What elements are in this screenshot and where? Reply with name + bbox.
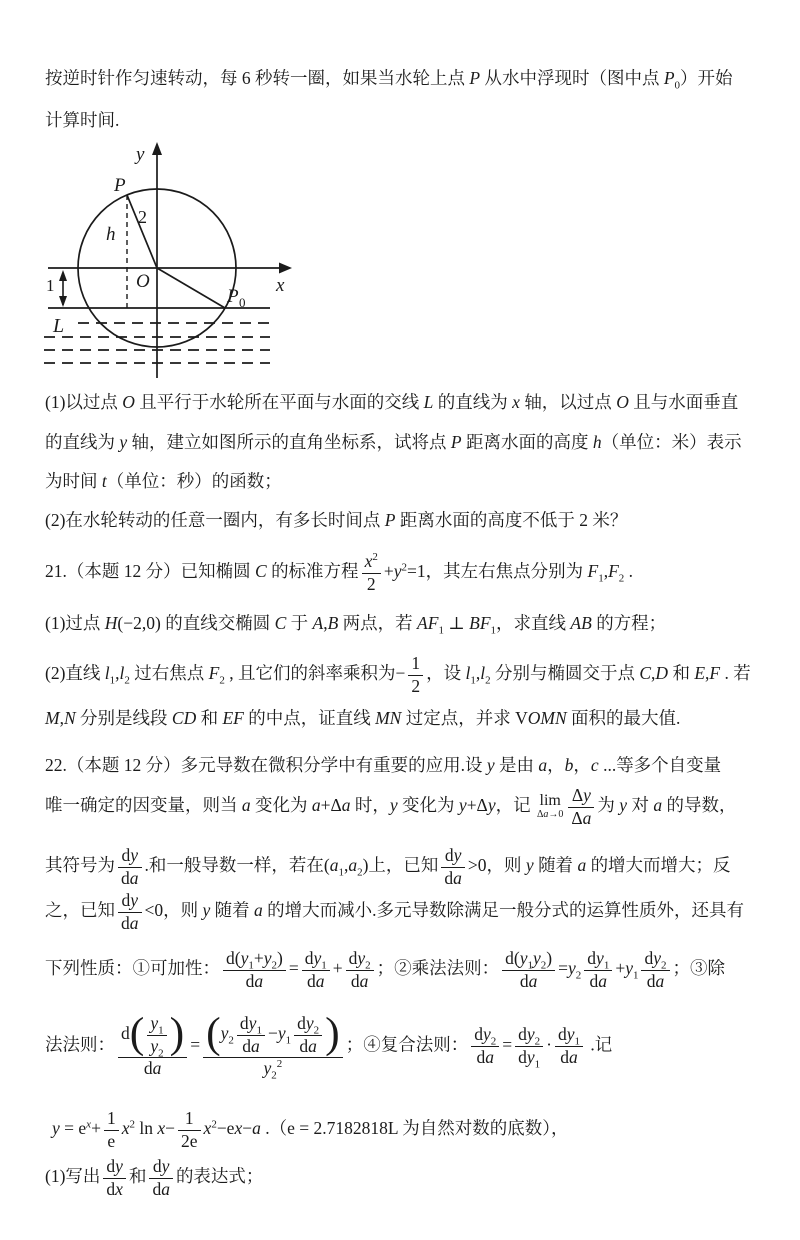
q22-line-2: 唯一确定的因变量，则当 a 变化为 a+Δa 时，y 变化为 y+Δy，记 lim Δa→0 $\frac{\Delta y}{\Delta a}$ 为 y 对 a 的导数， <box>45 785 737 828</box>
depth-label: 1 <box>46 276 55 295</box>
q21-statement: 21.（本题 12 分）已知椭圆 C 的标准方程 $\frac{x^2}{2}$ $+y^2=1$，其左右焦点分别为 $F_1,F_2$ . <box>45 551 634 594</box>
y-axis-label: y <box>136 144 145 165</box>
q21-part2-line-2: M,N 分别是线段 CD 和 EF 的中点，证直线 MN 过定点，并求 VOMN 面积的最大值. <box>45 708 681 728</box>
x-axis-label: x <box>276 275 285 296</box>
part1-line-2: 的直线为 y 轴，建立如图所示的直角坐标系，试将点 P 距离水面的高度 h（单位：米）表示 <box>45 432 742 452</box>
radius-op0-line <box>157 268 225 308</box>
part1-line-1: (1)以过点 O 且平行于水轮所在平面与水面的交线 L 的直线为 x 轴，以过点 O 且与水面垂直 <box>45 392 739 412</box>
radius-value-label: 2 <box>138 207 147 227</box>
depth-arrow-head-top <box>59 270 67 281</box>
point-p0-label: P <box>227 286 239 307</box>
depth-arrow-head-bottom <box>59 296 67 307</box>
height-label: h <box>106 224 116 245</box>
intro-line-2: 计算时间. <box>45 110 120 130</box>
x-axis-arrow <box>279 263 292 274</box>
q22-line-4: 之，已知 $\frac{dy}{da}$ <0，则 y 随着 a 的增大而减小.多元导数除满足一般分式的运算性质外，还具有 <box>45 890 745 933</box>
q21-part1: (1)过点 H(−2,0) 的直线交椭圆 C 于 A,B 两点，若 $AF_1$ ⊥ $BF_1$，求直线 AB 的方程； <box>45 613 667 637</box>
point-p0-subscript: 0 <box>239 295 246 310</box>
q22-line-3: 其符号为 $\frac{dy}{da}$ .和一般导数一样，若在$(a_1,a_2)$上，已知 $\frac{dy}{da}$ >0，则 y 随着 a 的增大而增大；反 <box>45 845 731 888</box>
q22-line-6: 法法则： d( $\frac{y_1}{y_2}$ ) da = ($y_2$ $\frac{dy_1}{da}$ $-y_1$ $\frac{dy_2}{da}$ ) $y_2^2$ ；④复合法则： $\frac{dy_2}{da}$ = $\frac{dy_2}{dy_1}$ · $\frac{dy_1}{da}$ .记 <box>45 1009 613 1082</box>
part2-line-1: (2)在水轮转动的任意一圈内，有多长时间点 P 距离水面的高度不低于 2 米？ <box>45 510 628 530</box>
figure-water-wheel <box>30 140 300 380</box>
water-surface-label: L <box>53 315 65 337</box>
part1-line-3: 为时间 t（单位：秒）的函数； <box>45 471 282 491</box>
q22-function-line: $y = e^x+$ $\frac{1}{e}$ $x^2$ ln x− $\frac{1}{2e}$ $x^2-ex-a$ .（e = 2.7182818L 为自然对数的底数）， <box>52 1108 569 1151</box>
q22-line-1: 22.（本题 12 分）多元导数在微积分学中有重要的应用.设 y 是由 a，b，c ...等多个自变量 <box>45 755 722 775</box>
q22-part1-line: (1)写出 $\frac{dy}{dx}$ 和 $\frac{dy}{da}$ 的表达式； <box>45 1156 264 1199</box>
q22-line-5: 下列性质：①可加性： $\frac{d(y_1+y_2)}{da}$ = $\frac{dy_1}{da}$ + $\frac{dy_2}{da}$ ；②乘法法则： $\frac{d(y_1y_2)}{da}$ $=y_2$ $\frac{dy_1}{da}$ $+y_1$ $\frac{dy_2}{da}$ ；③除 <box>45 948 725 991</box>
origin-label: O <box>136 271 150 292</box>
point-p-label: P <box>114 175 126 196</box>
radius-op-line <box>127 195 157 268</box>
q21-part2-line-1: (2)直线 $l_1,l_2$ 过右焦点 $F_2$ , 且它们的斜率乘积为− $\frac{1}{2}$ ，设 $l_1,l_2$ 分别与椭圆交于点 C,D 和 E,F . 若 <box>45 653 751 696</box>
intro-line-1: 按逆时针作匀速转动，每 6 秒转一圈，如果当水轮上点 P 从水中浮现时（图中点 $P_0$）开始 <box>45 68 733 92</box>
y-axis-arrow <box>152 142 162 155</box>
